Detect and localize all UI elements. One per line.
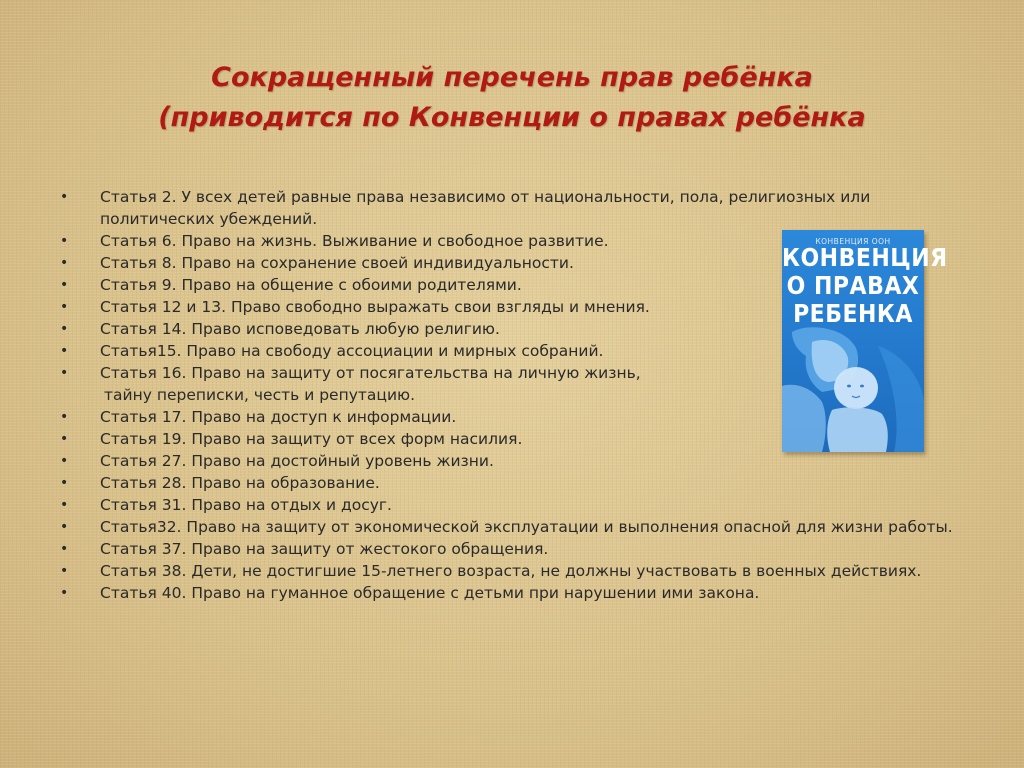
- book-title-line-2: О ПРАВАХ: [786, 272, 920, 301]
- mother-and-child-illustration: [782, 326, 924, 452]
- article-text: Статья 8. Право на сохранение своей индивидуальности.: [100, 254, 574, 272]
- bullet-icon: •: [60, 343, 69, 359]
- book-publisher-label: КОНВЕНЦИЯ ООН: [815, 237, 891, 246]
- article-text: Статья 14. Право исповедовать любую религию.: [100, 320, 500, 338]
- bullet-icon: •: [60, 233, 69, 249]
- article-text: Статья 17. Право на доступ к информации.: [100, 408, 457, 426]
- list-item-article-31: [0, 494, 970, 516]
- slide-title: [60, 58, 964, 138]
- article-text: Статья 27. Право на достойный уровень жизни.: [100, 452, 494, 470]
- article-text: Статья 28. Право на образование.: [100, 474, 380, 492]
- bullet-icon: •: [60, 409, 69, 425]
- bullet-icon: •: [60, 541, 69, 557]
- bullet-icon: •: [60, 585, 69, 601]
- slide-title-line-1: Сокращенный перечень прав ребёнка: [211, 62, 813, 93]
- bullet-icon: •: [60, 431, 69, 447]
- book-title-line-1: КОНВЕНЦИЯ: [782, 244, 948, 273]
- bullet-icon: •: [60, 277, 69, 293]
- article-text: Статья 9. Право на общение с обоими родителями.: [100, 276, 522, 294]
- article-text: Статья 16. Право на защиту от посягательства на личную жизнь,: [100, 364, 641, 382]
- article-text: Статья32. Право на защиту от экономической эксплуатации и выполнения опасной для жизни работы.: [100, 518, 953, 536]
- book-title-line-3: РЕБЕНКА: [793, 300, 913, 329]
- list-item-article-32: [0, 516, 970, 538]
- article-text: Статья 12 и 13. Право свободно выражать свои взгляды и мнения.: [100, 298, 650, 316]
- list-item-article-40: [0, 582, 970, 604]
- bullet-icon: •: [60, 497, 69, 513]
- bullet-icon: •: [60, 563, 69, 579]
- bullet-icon: •: [60, 453, 69, 469]
- article-text: Статья 2. У всех детей равные права независимо от национальности, пола, религиозных или политических убеждений.: [100, 188, 871, 228]
- article-text: Статья 19. Право на защиту от всех форм насилия.: [100, 430, 523, 448]
- article-text: Статья 31. Право на отдых и досуг.: [100, 496, 392, 514]
- bullet-icon: •: [60, 475, 69, 491]
- article-text: Статья 40. Право на гуманное обращение с детьми при нарушении ими закона.: [100, 584, 760, 602]
- article-text: Статья15. Право на свободу ассоциации и мирных собраний.: [100, 342, 604, 360]
- list-item-article-37: [0, 538, 970, 560]
- bullet-icon: •: [60, 365, 69, 381]
- bullet-icon: •: [60, 519, 69, 535]
- list-item-article-38: [0, 560, 970, 582]
- convention-book-cover-image: [782, 230, 948, 452]
- article-text: Статья 6. Право на жизнь. Выживание и свободное развитие.: [100, 232, 609, 250]
- bullet-icon: •: [60, 299, 69, 315]
- list-item-article-28: [0, 472, 970, 494]
- list-item-article-27: [0, 450, 970, 472]
- slide-title-line-2: (приводится по Конвенции о правах ребёнка: [158, 102, 866, 133]
- bullet-icon: •: [60, 321, 69, 337]
- article-text-continued: тайну переписки, честь и репутацию.: [104, 386, 416, 404]
- bullet-icon: •: [60, 189, 69, 205]
- article-text: Статья 38. Дети, не достигшие 15-летнего возраста, не должны участвовать в военных действиях.: [100, 562, 922, 580]
- list-item-article-2: [0, 186, 970, 230]
- article-text: Статья 37. Право на защиту от жестокого обращения.: [100, 540, 549, 558]
- book-title: [782, 244, 948, 329]
- bullet-icon: •: [60, 255, 69, 271]
